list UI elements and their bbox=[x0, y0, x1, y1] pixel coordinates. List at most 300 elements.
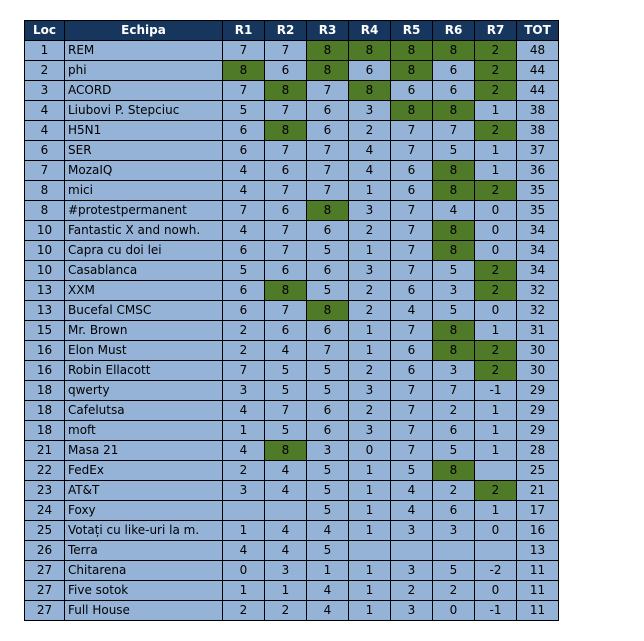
round-1-score-cell: 4 bbox=[223, 401, 265, 421]
round-6-score-cell: 8 bbox=[433, 461, 475, 481]
team-name-cell: REM bbox=[65, 41, 223, 61]
round-2-score-cell: 8 bbox=[265, 81, 307, 101]
round-3-score-cell: 8 bbox=[307, 301, 349, 321]
header-loc: Loc bbox=[25, 21, 65, 41]
round-7-score-cell: 0 bbox=[475, 201, 517, 221]
round-2-score-cell: 6 bbox=[265, 61, 307, 81]
round-2-score-cell: 8 bbox=[265, 441, 307, 461]
round-7-score-cell: 2 bbox=[475, 81, 517, 101]
round-5-score-cell: 4 bbox=[391, 501, 433, 521]
rank-cell: 15 bbox=[25, 321, 65, 341]
round-5-score-cell: 3 bbox=[391, 521, 433, 541]
round-3-score-cell: 4 bbox=[307, 581, 349, 601]
round-2-score-cell: 4 bbox=[265, 541, 307, 561]
round-2-score-cell: 7 bbox=[265, 301, 307, 321]
total-cell: 11 bbox=[517, 561, 559, 581]
round-6-score-cell: 6 bbox=[433, 421, 475, 441]
total-cell: 25 bbox=[517, 461, 559, 481]
total-cell: 35 bbox=[517, 181, 559, 201]
round-5-score-cell: 6 bbox=[391, 361, 433, 381]
table-row bbox=[25, 561, 559, 581]
rank-cell: 25 bbox=[25, 521, 65, 541]
round-6-score-cell: 3 bbox=[433, 521, 475, 541]
round-1-score-cell: 6 bbox=[223, 141, 265, 161]
round-4-score-cell: 1 bbox=[349, 501, 391, 521]
round-3-score-cell: 5 bbox=[307, 481, 349, 501]
header-r2: R2 bbox=[265, 21, 307, 41]
total-cell: 13 bbox=[517, 541, 559, 561]
team-name-cell: Capra cu doi lei bbox=[65, 241, 223, 261]
rank-cell: 6 bbox=[25, 141, 65, 161]
table-row bbox=[25, 361, 559, 381]
rank-cell: 23 bbox=[25, 481, 65, 501]
round-7-score-cell: 1 bbox=[475, 141, 517, 161]
round-3-score-cell: 7 bbox=[307, 161, 349, 181]
rank-cell: 2 bbox=[25, 61, 65, 81]
round-3-score-cell: 7 bbox=[307, 341, 349, 361]
round-6-score-cell: 5 bbox=[433, 561, 475, 581]
header-r1: R1 bbox=[223, 21, 265, 41]
round-4-score-cell: 1 bbox=[349, 321, 391, 341]
round-6-score-cell: 5 bbox=[433, 301, 475, 321]
round-4-score-cell: 8 bbox=[349, 81, 391, 101]
round-2-score-cell: 4 bbox=[265, 461, 307, 481]
round-7-score-cell: 1 bbox=[475, 441, 517, 461]
team-name-cell: qwerty bbox=[65, 381, 223, 401]
total-cell: 30 bbox=[517, 361, 559, 381]
total-cell: 44 bbox=[517, 61, 559, 81]
team-name-cell: Terra bbox=[65, 541, 223, 561]
team-name-cell: Bucefal CMSC bbox=[65, 301, 223, 321]
round-6-score-cell: 5 bbox=[433, 141, 475, 161]
round-2-score-cell: 7 bbox=[265, 401, 307, 421]
round-2-score-cell: 4 bbox=[265, 481, 307, 501]
team-name-cell: SER bbox=[65, 141, 223, 161]
table-row bbox=[25, 521, 559, 541]
round-6-score-cell: 6 bbox=[433, 501, 475, 521]
round-3-score-cell: 5 bbox=[307, 541, 349, 561]
round-4-score-cell: 1 bbox=[349, 181, 391, 201]
total-cell: 34 bbox=[517, 261, 559, 281]
total-cell: 48 bbox=[517, 41, 559, 61]
total-cell: 28 bbox=[517, 441, 559, 461]
round-6-score-cell: 0 bbox=[433, 601, 475, 621]
rank-cell: 22 bbox=[25, 461, 65, 481]
table-row bbox=[25, 181, 559, 201]
round-1-score-cell: 2 bbox=[223, 341, 265, 361]
header-total: TOT bbox=[517, 21, 559, 41]
round-3-score-cell: 8 bbox=[307, 41, 349, 61]
team-name-cell: Full House bbox=[65, 601, 223, 621]
table-row bbox=[25, 301, 559, 321]
round-1-score-cell: 8 bbox=[223, 61, 265, 81]
round-3-score-cell: 6 bbox=[307, 121, 349, 141]
round-3-score-cell: 4 bbox=[307, 521, 349, 541]
total-cell: 38 bbox=[517, 121, 559, 141]
round-7-score-cell bbox=[475, 461, 517, 481]
table-row bbox=[25, 501, 559, 521]
round-2-score-cell: 1 bbox=[265, 581, 307, 601]
round-4-score-cell: 3 bbox=[349, 381, 391, 401]
round-4-score-cell: 1 bbox=[349, 561, 391, 581]
round-7-score-cell: 2 bbox=[475, 481, 517, 501]
rank-cell: 27 bbox=[25, 561, 65, 581]
team-name-cell: Masa 21 bbox=[65, 441, 223, 461]
header-r5: R5 bbox=[391, 21, 433, 41]
round-3-score-cell: 7 bbox=[307, 141, 349, 161]
table-header bbox=[25, 21, 559, 41]
team-name-cell: Five sotok bbox=[65, 581, 223, 601]
total-cell: 32 bbox=[517, 301, 559, 321]
round-5-score-cell: 7 bbox=[391, 121, 433, 141]
team-name-cell: XXM bbox=[65, 281, 223, 301]
round-3-score-cell: 6 bbox=[307, 101, 349, 121]
round-3-score-cell: 5 bbox=[307, 361, 349, 381]
round-5-score-cell: 7 bbox=[391, 241, 433, 261]
round-3-score-cell: 8 bbox=[307, 201, 349, 221]
table-row bbox=[25, 281, 559, 301]
round-1-score-cell: 7 bbox=[223, 41, 265, 61]
round-1-score-cell: 7 bbox=[223, 361, 265, 381]
total-cell: 38 bbox=[517, 101, 559, 121]
round-5-score-cell: 7 bbox=[391, 441, 433, 461]
round-3-score-cell: 7 bbox=[307, 81, 349, 101]
round-1-score-cell bbox=[223, 501, 265, 521]
round-7-score-cell: 0 bbox=[475, 581, 517, 601]
table-row bbox=[25, 461, 559, 481]
table-row bbox=[25, 581, 559, 601]
team-name-cell: mici bbox=[65, 181, 223, 201]
round-3-score-cell: 5 bbox=[307, 461, 349, 481]
rank-cell: 16 bbox=[25, 341, 65, 361]
header-r7: R7 bbox=[475, 21, 517, 41]
round-4-score-cell: 2 bbox=[349, 281, 391, 301]
table-row bbox=[25, 221, 559, 241]
round-3-score-cell: 1 bbox=[307, 561, 349, 581]
round-7-score-cell: -1 bbox=[475, 601, 517, 621]
team-name-cell: Robin Ellacott bbox=[65, 361, 223, 381]
round-5-score-cell: 8 bbox=[391, 101, 433, 121]
round-6-score-cell: 8 bbox=[433, 161, 475, 181]
team-name-cell: Mr. Brown bbox=[65, 321, 223, 341]
round-6-score-cell: 2 bbox=[433, 481, 475, 501]
round-6-score-cell: 8 bbox=[433, 181, 475, 201]
round-7-score-cell: 2 bbox=[475, 61, 517, 81]
table-row bbox=[25, 541, 559, 561]
round-7-score-cell: 1 bbox=[475, 321, 517, 341]
round-7-score-cell: 1 bbox=[475, 501, 517, 521]
total-cell: 32 bbox=[517, 281, 559, 301]
round-4-score-cell: 1 bbox=[349, 521, 391, 541]
round-3-score-cell: 6 bbox=[307, 221, 349, 241]
round-4-score-cell: 4 bbox=[349, 161, 391, 181]
round-7-score-cell: 2 bbox=[475, 341, 517, 361]
round-1-score-cell: 4 bbox=[223, 221, 265, 241]
round-2-score-cell: 7 bbox=[265, 41, 307, 61]
round-5-score-cell: 3 bbox=[391, 561, 433, 581]
table-row bbox=[25, 241, 559, 261]
total-cell: 11 bbox=[517, 581, 559, 601]
round-3-score-cell: 6 bbox=[307, 321, 349, 341]
round-2-score-cell: 6 bbox=[265, 161, 307, 181]
round-7-score-cell: 1 bbox=[475, 101, 517, 121]
round-2-score-cell: 2 bbox=[265, 601, 307, 621]
table-row bbox=[25, 481, 559, 501]
round-2-score-cell: 7 bbox=[265, 221, 307, 241]
header-r3: R3 bbox=[307, 21, 349, 41]
rank-cell: 18 bbox=[25, 401, 65, 421]
round-7-score-cell: 2 bbox=[475, 261, 517, 281]
round-5-score-cell: 4 bbox=[391, 481, 433, 501]
total-cell: 21 bbox=[517, 481, 559, 501]
team-name-cell: Casablanca bbox=[65, 261, 223, 281]
header-r6: R6 bbox=[433, 21, 475, 41]
round-2-score-cell: 5 bbox=[265, 421, 307, 441]
table-row bbox=[25, 161, 559, 181]
team-name-cell: Fantastic X and nowh. bbox=[65, 221, 223, 241]
rank-cell: 18 bbox=[25, 381, 65, 401]
round-6-score-cell: 3 bbox=[433, 361, 475, 381]
round-2-score-cell: 4 bbox=[265, 341, 307, 361]
round-5-score-cell: 7 bbox=[391, 141, 433, 161]
round-5-score-cell bbox=[391, 541, 433, 561]
round-1-score-cell: 5 bbox=[223, 261, 265, 281]
rank-cell: 16 bbox=[25, 361, 65, 381]
round-4-score-cell: 1 bbox=[349, 481, 391, 501]
team-name-cell: Liubovi P. Stepciuc bbox=[65, 101, 223, 121]
round-3-score-cell: 4 bbox=[307, 601, 349, 621]
round-1-score-cell: 3 bbox=[223, 381, 265, 401]
round-7-score-cell: 0 bbox=[475, 221, 517, 241]
round-7-score-cell: -1 bbox=[475, 381, 517, 401]
rank-cell: 7 bbox=[25, 161, 65, 181]
round-1-score-cell: 7 bbox=[223, 201, 265, 221]
round-4-score-cell: 1 bbox=[349, 601, 391, 621]
round-6-score-cell: 8 bbox=[433, 221, 475, 241]
round-4-score-cell: 3 bbox=[349, 101, 391, 121]
round-7-score-cell: 2 bbox=[475, 281, 517, 301]
round-1-score-cell: 2 bbox=[223, 601, 265, 621]
round-1-score-cell: 6 bbox=[223, 241, 265, 261]
round-1-score-cell: 4 bbox=[223, 441, 265, 461]
round-1-score-cell: 2 bbox=[223, 321, 265, 341]
round-4-score-cell: 4 bbox=[349, 141, 391, 161]
rank-cell: 10 bbox=[25, 221, 65, 241]
round-6-score-cell: 6 bbox=[433, 81, 475, 101]
round-7-score-cell: 2 bbox=[475, 181, 517, 201]
round-6-score-cell: 8 bbox=[433, 101, 475, 121]
team-name-cell: moft bbox=[65, 421, 223, 441]
table-row bbox=[25, 201, 559, 221]
round-2-score-cell: 6 bbox=[265, 321, 307, 341]
rank-cell: 27 bbox=[25, 581, 65, 601]
round-6-score-cell: 7 bbox=[433, 121, 475, 141]
rank-cell: 3 bbox=[25, 81, 65, 101]
round-1-score-cell: 2 bbox=[223, 461, 265, 481]
round-6-score-cell: 2 bbox=[433, 581, 475, 601]
round-7-score-cell: 0 bbox=[475, 241, 517, 261]
results-table bbox=[24, 20, 559, 621]
team-name-cell: Elon Must bbox=[65, 341, 223, 361]
rank-cell: 4 bbox=[25, 121, 65, 141]
total-cell: 29 bbox=[517, 401, 559, 421]
round-4-score-cell: 1 bbox=[349, 241, 391, 261]
rank-cell: 8 bbox=[25, 181, 65, 201]
round-6-score-cell: 5 bbox=[433, 261, 475, 281]
round-2-score-cell: 4 bbox=[265, 521, 307, 541]
team-name-cell: Chitarena bbox=[65, 561, 223, 581]
table-row bbox=[25, 401, 559, 421]
rank-cell: 27 bbox=[25, 601, 65, 621]
rank-cell: 10 bbox=[25, 261, 65, 281]
round-6-score-cell: 8 bbox=[433, 241, 475, 261]
round-2-score-cell: 7 bbox=[265, 101, 307, 121]
total-cell: 36 bbox=[517, 161, 559, 181]
round-5-score-cell: 7 bbox=[391, 221, 433, 241]
round-4-score-cell: 6 bbox=[349, 61, 391, 81]
team-name-cell: Foxy bbox=[65, 501, 223, 521]
total-cell: 16 bbox=[517, 521, 559, 541]
total-cell: 44 bbox=[517, 81, 559, 101]
table-row bbox=[25, 381, 559, 401]
round-3-score-cell: 6 bbox=[307, 261, 349, 281]
total-cell: 37 bbox=[517, 141, 559, 161]
total-cell: 29 bbox=[517, 421, 559, 441]
round-4-score-cell: 8 bbox=[349, 41, 391, 61]
total-cell: 29 bbox=[517, 381, 559, 401]
round-5-score-cell: 6 bbox=[391, 81, 433, 101]
round-5-score-cell: 6 bbox=[391, 161, 433, 181]
total-cell: 35 bbox=[517, 201, 559, 221]
round-5-score-cell: 7 bbox=[391, 381, 433, 401]
round-7-score-cell: 1 bbox=[475, 421, 517, 441]
round-6-score-cell: 3 bbox=[433, 281, 475, 301]
round-4-score-cell: 2 bbox=[349, 301, 391, 321]
rank-cell: 26 bbox=[25, 541, 65, 561]
round-4-score-cell: 2 bbox=[349, 361, 391, 381]
round-5-score-cell: 4 bbox=[391, 301, 433, 321]
rank-cell: 8 bbox=[25, 201, 65, 221]
table-body bbox=[25, 41, 559, 621]
round-3-score-cell: 7 bbox=[307, 181, 349, 201]
round-2-score-cell: 6 bbox=[265, 261, 307, 281]
round-6-score-cell bbox=[433, 541, 475, 561]
table-row bbox=[25, 321, 559, 341]
round-7-score-cell: -2 bbox=[475, 561, 517, 581]
round-4-score-cell: 2 bbox=[349, 121, 391, 141]
round-5-score-cell: 2 bbox=[391, 581, 433, 601]
round-7-score-cell: 1 bbox=[475, 161, 517, 181]
table-row bbox=[25, 101, 559, 121]
team-name-cell: Votați cu like-uri la m. bbox=[65, 521, 223, 541]
table-row bbox=[25, 81, 559, 101]
table-row bbox=[25, 41, 559, 61]
rank-cell: 4 bbox=[25, 101, 65, 121]
round-4-score-cell: 1 bbox=[349, 461, 391, 481]
round-2-score-cell: 7 bbox=[265, 141, 307, 161]
round-5-score-cell: 7 bbox=[391, 401, 433, 421]
total-cell: 11 bbox=[517, 601, 559, 621]
round-2-score-cell: 7 bbox=[265, 181, 307, 201]
round-1-score-cell: 1 bbox=[223, 581, 265, 601]
round-6-score-cell: 7 bbox=[433, 381, 475, 401]
round-6-score-cell: 5 bbox=[433, 441, 475, 461]
round-4-score-cell: 1 bbox=[349, 341, 391, 361]
round-5-score-cell: 8 bbox=[391, 41, 433, 61]
round-4-score-cell: 3 bbox=[349, 421, 391, 441]
round-6-score-cell: 8 bbox=[433, 321, 475, 341]
round-2-score-cell: 7 bbox=[265, 241, 307, 261]
rank-cell: 18 bbox=[25, 421, 65, 441]
round-2-score-cell: 8 bbox=[265, 121, 307, 141]
table-row bbox=[25, 61, 559, 81]
table-row bbox=[25, 441, 559, 461]
round-3-score-cell: 8 bbox=[307, 61, 349, 81]
round-7-score-cell: 2 bbox=[475, 121, 517, 141]
round-1-score-cell: 6 bbox=[223, 121, 265, 141]
rank-cell: 13 bbox=[25, 281, 65, 301]
round-4-score-cell: 3 bbox=[349, 261, 391, 281]
round-6-score-cell: 8 bbox=[433, 341, 475, 361]
round-1-score-cell: 6 bbox=[223, 301, 265, 321]
rank-cell: 1 bbox=[25, 41, 65, 61]
round-5-score-cell: 6 bbox=[391, 181, 433, 201]
round-6-score-cell: 4 bbox=[433, 201, 475, 221]
header-r4: R4 bbox=[349, 21, 391, 41]
header-team: Echipa bbox=[65, 21, 223, 41]
round-7-score-cell: 2 bbox=[475, 361, 517, 381]
round-7-score-cell: 0 bbox=[475, 521, 517, 541]
round-4-score-cell: 1 bbox=[349, 581, 391, 601]
round-6-score-cell: 8 bbox=[433, 41, 475, 61]
round-7-score-cell bbox=[475, 541, 517, 561]
team-name-cell: Cafelutsa bbox=[65, 401, 223, 421]
round-1-score-cell: 1 bbox=[223, 521, 265, 541]
team-name-cell: MozaIQ bbox=[65, 161, 223, 181]
total-cell: 34 bbox=[517, 241, 559, 261]
round-5-score-cell: 3 bbox=[391, 601, 433, 621]
round-1-score-cell: 4 bbox=[223, 541, 265, 561]
round-3-score-cell: 5 bbox=[307, 241, 349, 261]
team-name-cell: ACORD bbox=[65, 81, 223, 101]
total-cell: 17 bbox=[517, 501, 559, 521]
round-2-score-cell: 5 bbox=[265, 361, 307, 381]
round-3-score-cell: 5 bbox=[307, 381, 349, 401]
round-6-score-cell: 2 bbox=[433, 401, 475, 421]
round-4-score-cell: 0 bbox=[349, 441, 391, 461]
round-6-score-cell: 6 bbox=[433, 61, 475, 81]
round-4-score-cell: 2 bbox=[349, 401, 391, 421]
round-1-score-cell: 1 bbox=[223, 421, 265, 441]
rank-cell: 13 bbox=[25, 301, 65, 321]
team-name-cell: FedEx bbox=[65, 461, 223, 481]
rank-cell: 21 bbox=[25, 441, 65, 461]
total-cell: 30 bbox=[517, 341, 559, 361]
round-3-score-cell: 6 bbox=[307, 401, 349, 421]
round-5-score-cell: 7 bbox=[391, 321, 433, 341]
round-2-score-cell: 8 bbox=[265, 281, 307, 301]
round-7-score-cell: 0 bbox=[475, 301, 517, 321]
table-row bbox=[25, 601, 559, 621]
round-3-score-cell: 6 bbox=[307, 421, 349, 441]
round-3-score-cell: 5 bbox=[307, 501, 349, 521]
team-name-cell: AT&T bbox=[65, 481, 223, 501]
round-1-score-cell: 3 bbox=[223, 481, 265, 501]
round-1-score-cell: 5 bbox=[223, 101, 265, 121]
round-1-score-cell: 0 bbox=[223, 561, 265, 581]
table-row bbox=[25, 261, 559, 281]
total-cell: 31 bbox=[517, 321, 559, 341]
